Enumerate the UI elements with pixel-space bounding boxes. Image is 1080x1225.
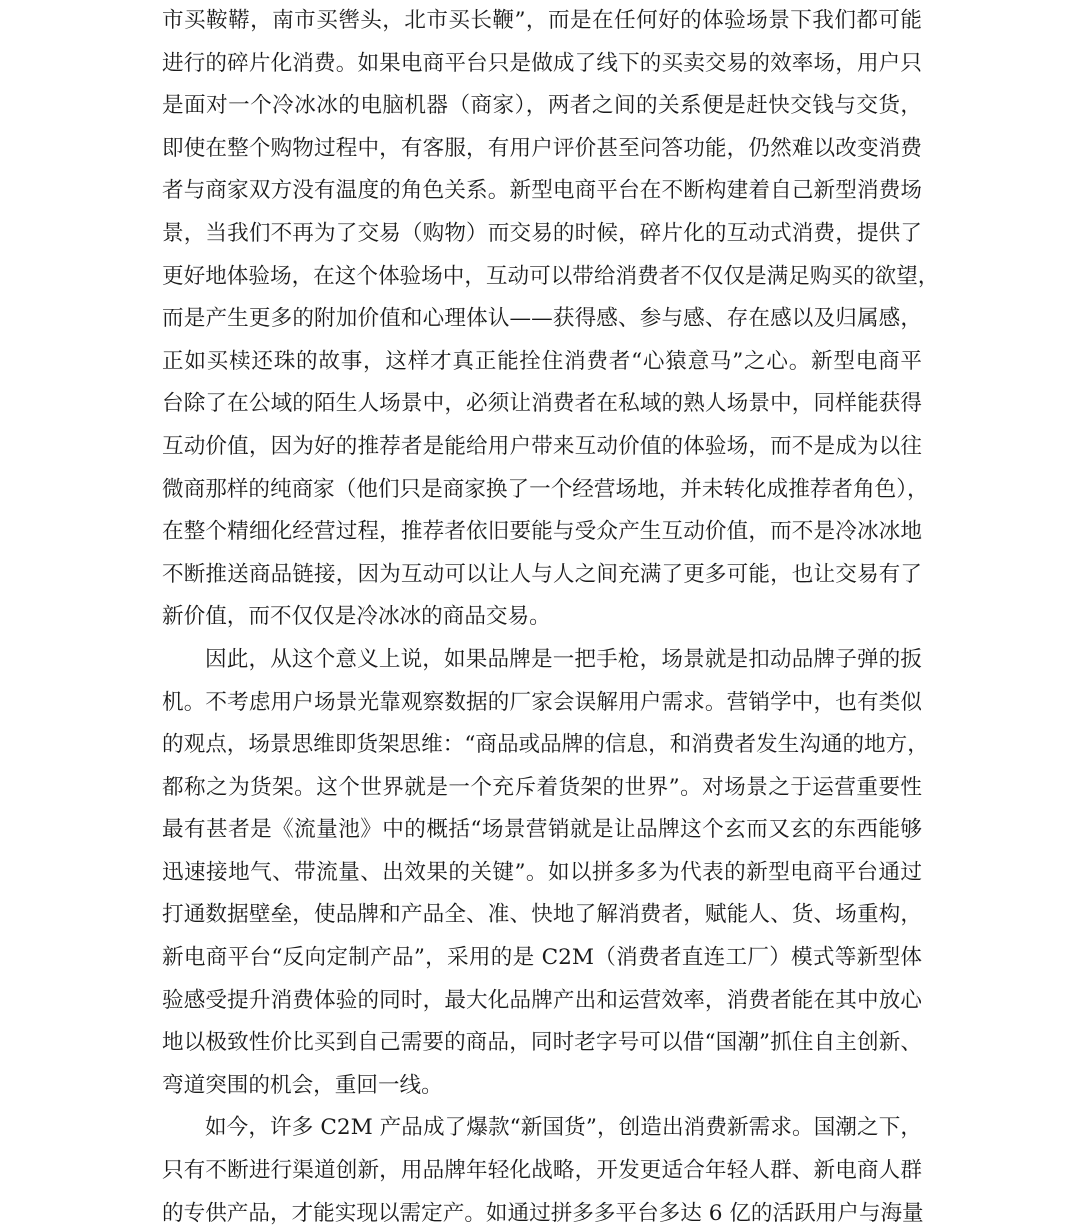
text-line: 验感受提升消费体验的同时，最大化品牌产出和运营效率，消费者能在其中放心 bbox=[162, 987, 922, 1013]
text-line: 只有不断进行渠道创新，用品牌年轻化战略，开发更适合年轻人群、新电商人群 bbox=[162, 1158, 922, 1184]
text-line: 市买鞍鞯，南市买辔头，北市买长鞭”，而是在任何好的体验场景下我们都可能 bbox=[162, 8, 922, 33]
text-line: 互动价值，因为好的推荐者是能给用户带来互动价值的体验场，而不是成为以往 bbox=[162, 433, 922, 459]
text-line: 者与商家双方没有温度的角色关系。新型电商平台在不断构建着自己新型消费场 bbox=[162, 178, 922, 204]
body-text bbox=[162, 0, 940, 1225]
text-line: 进行的碎片化消费。如果电商平台只是做成了线下的买卖交易的效率场，用户只 bbox=[162, 50, 922, 76]
text-line: 而是产生更多的附加价值和心理体认——获得感、参与感、存在感以及归属感， bbox=[162, 306, 922, 332]
text-line: 在整个精细化经营过程，推荐者依旧要能与受众产生互动价值，而不是冷冰冰地 bbox=[162, 519, 922, 545]
text-line: 是面对一个冷冰冰的电脑机器（商家），两者之间的关系便是赶快交钱与交货， bbox=[162, 93, 922, 119]
text-line: 最有甚者是《流量池》中的概括“场景营销就是让品牌这个玄而又玄的东西能够 bbox=[162, 817, 922, 843]
text-line: 因此，从这个意义上说，如果品牌是一把手枪，场景就是扣动品牌子弹的扳 bbox=[205, 646, 922, 672]
text-line: 更好地体验场，在这个体验场中，互动可以带给消费者不仅仅是满足购买的欲望， bbox=[162, 263, 940, 289]
text-line: 迅速接地气、带流量、出效果的关键”。如以拼多多为代表的新型电商平台通过 bbox=[162, 859, 922, 885]
text-line: 的专供产品，才能实现以需定产。如通过拼多多平台多达 6 亿的活跃用户与海量 bbox=[162, 1200, 924, 1225]
text-line: 地以极致性价比买到自己需要的商品，同时老字号可以借“国潮”抓住自主创新、 bbox=[162, 1030, 922, 1056]
text-line: 打通数据壁垒，使品牌和产品全、准、快地了解消费者，赋能人、货、场重构， bbox=[162, 902, 922, 928]
text-line: 即使在整个购物过程中，有客服，有用户评价甚至问答功能，仍然难以改变消费 bbox=[162, 135, 922, 161]
text-line: 弯道突围的机会，重回一线。 bbox=[162, 1072, 443, 1098]
text-line: 机。不考虑用户场景光靠观察数据的厂家会误解用户需求。营销学中，也有类似 bbox=[162, 689, 922, 715]
text-line: 的观点，场景思维即货架思维：“商品或品牌的信息，和消费者发生沟通的地方， bbox=[162, 732, 929, 758]
text-line: 微商那样的纯商家（他们只是商家换了一个经营场地，并未转化成推荐者角色）， bbox=[162, 476, 929, 502]
text-line: 景，当我们不再为了交易（购物）而交易的时候，碎片化的互动式消费，提供了 bbox=[162, 220, 922, 246]
text-line: 正如买椟还珠的故事，这样才真正能拴住消费者“心猿意马”之心。新型电商平 bbox=[162, 348, 922, 374]
text-line: 都称之为货架。这个世界就是一个充斥着货架的世界”。对场景之于运营重要性 bbox=[162, 774, 922, 800]
text-line: 新价值，而不仅仅是冷冰冰的商品交易。 bbox=[162, 604, 551, 630]
text-line: 新电商平台“反向定制产品”，采用的是 C2M（消费者直连工厂）模式等新型体 bbox=[162, 945, 922, 971]
text-line: 如今，许多 C2M 产品成了爆款“新国货”，创造出消费新需求。国潮之下， bbox=[205, 1115, 922, 1141]
text-line: 台除了在公域的陌生人场景中，必须让消费者在私域的熟人场景中，同样能获得 bbox=[162, 391, 922, 417]
text-line: 不断推送商品链接，因为互动可以让人与人之间充满了更多可能，也让交易有了 bbox=[162, 561, 922, 587]
